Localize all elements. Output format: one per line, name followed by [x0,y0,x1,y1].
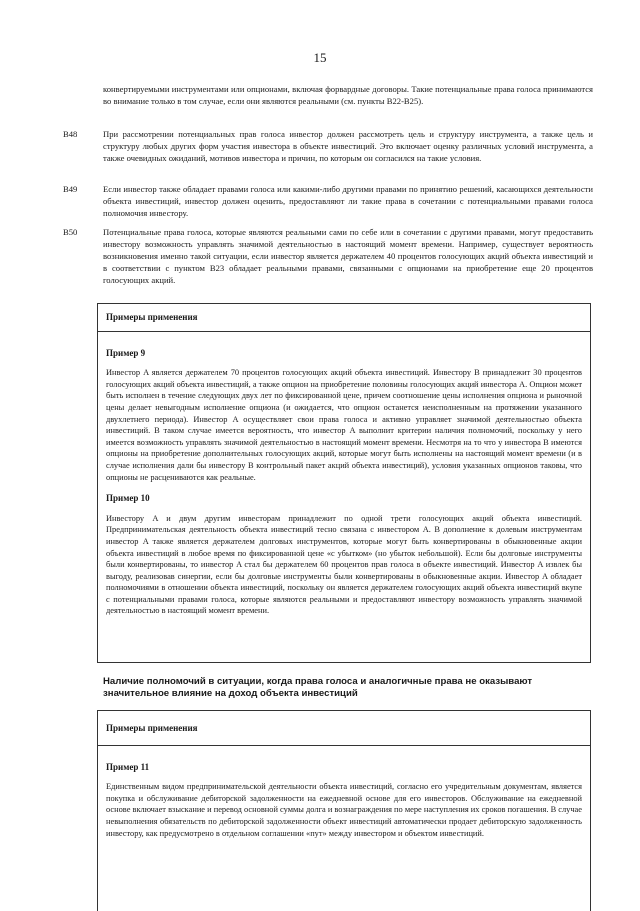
application-examples-box [97,303,591,663]
paragraph-number: B48 [63,129,78,139]
paragraph-text: При рассмотрении потенциальных прав голоса инвестор должен рассмотреть цель и структуру инструмента, а также цель и структуру любых других форм участия инвестора в объекте инвестиций. Это включает оценку различных условий инструмента, а также очевидных ожиданий, мотивов инвестора и причин, по которым он согласился на такие условия. [103,129,593,163]
intro-text: конвертируемыми инструментами или опционами, включая форвардные договоры. Такие потенциальные права голоса принимаются во внимание только в том случае, если они являются реальными (см. пункты B22-B25). [103,84,593,106]
paragraph-number: B49 [63,184,78,194]
section-heading: Наличие полномочий в ситуации, когда права голоса и аналогичные права не оказывают значительное влияние на доход объекта инвестиций [103,676,533,699]
paragraph-text: Если инвестор также обладает правами голоса или какими-либо другими правами по принятию решений, касающихся деятельности объекта инвестиций, инвестор должен оценить, предоставляют ли такие права в сочетании с потенциальными правами голоса полномочия инвестору. [103,184,593,218]
example-title: Пример 9 [106,347,146,358]
page-number: 15 [313,50,327,65]
box-header: Примеры применения [98,711,590,746]
box-header: Примеры применения [98,304,590,332]
box-body [98,746,590,846]
paragraph-b50 [63,226,593,286]
example-text: Единственным видом предпринимательской деятельности объекта инвестиций, согласно его учредительным документам, является покупка и обслуживание дебиторской задолженности на ежедневной основе для его инвесторов. Обслуживание на ежедневной основе включает взыскание и перевод основной суммы долга и вознаграждения по мере наступления их сроков погашения. В случае невыполнения обязательств по дебиторской задолженности объект инвестиций автоматически продает дебиторскую задолженность инвестору, как предусмотрено в отдельном соглашении «пут» между инвестором и объектом инвестиций. [106,782,582,838]
example-title: Пример 11 [106,761,150,772]
paragraph-b48 [63,128,593,164]
paragraph-number: B50 [63,227,78,237]
example-title: Пример 10 [106,493,150,504]
application-examples-box-2 [97,710,591,911]
example-text: Инвестору A и двум другим инвесторам принадлежит по одной трети голосующих акций объекта инвестиций. Предпринимательская деятельность объекта инвестиций тесно связана с инвестором A. В дополнение к долевым инструментам инвестор A также является держателем долговых инструментов, которые могут быть конвертированы в обыкновенные акции объекта инвестиций в любое время по фиксированной цене «с убытком» (но убыток небольшой). Если бы долговые инструменты были конвертированы, то инвестор A стал бы держателем 60 процентов прав голоса в объекте инвестиций. Инвестор A извлек бы выгоду, реализовав синергии, если бы долговые инструменты были конвертированы в обыкновенные акции. Инвестор A обладает полномочиями в отношении объекта инвестиций, поскольку он является держателем голосующих акций объекта инвестиций вкупе с потенциальными правами голоса, которые являются реальными и предоставляют инвестору возможность управлять значимой деятельностью в настоящий момент времени. [106,513,582,616]
paragraph-b49 [63,183,593,219]
box-body [98,332,590,623]
example-text: Инвестор A является держателем 70 процентов голосующих акций объекта инвестиций. Инвестору B принадлежит 30 процентов голосующих акций объекта инвестиций, а также опцион на приобретение половины голосующих акций инвестора A. Опцион может быть исполнен в течение следующих двух лет по фиксированной цене, причем соотношение цены исполнения опциона и рыночной цены делает невыгодным исполнение опциона (и ожидается, что опцион останется неисполненным на протяжении указанного двухлетнего периода). Инвестор A осуществляет свои права голоса и активно управляет значимой деятельностью объекта инвестиций. В таком случае имеется вероятность, что инвестор A выполнит критерии наличия полномочий, поскольку у него имеется возможность управлять значимой деятельностью в настоящий момент времени. Несмотря на то что у инвестора B имеются опционы на приобретение дополнительных голосующих акций, которые могут быть исполнены на настоящий момент времени (и в случае исполнения дали бы инвестору B контрольный пакет акций объекта инвестиций), условия указанных опционов таковы, что опционы не расцениваются как реальные. [106,368,582,482]
paragraph-text: Потенциальные права голоса, которые являются реальными сами по себе или в сочетании с другими правами, могут предоставить инвестору возможность управлять значимой деятельностью в настоящий момент времени. Например, существует вероятность возникновения именно такой ситуации, если инвестор является держателем 40 процентов голосующих акций объекта инвестиций и в соответствии с пунктом B23 обладает реальными правами, связанными с опционами на приобретение еще 20 процентов голосующих акций. [103,227,593,285]
